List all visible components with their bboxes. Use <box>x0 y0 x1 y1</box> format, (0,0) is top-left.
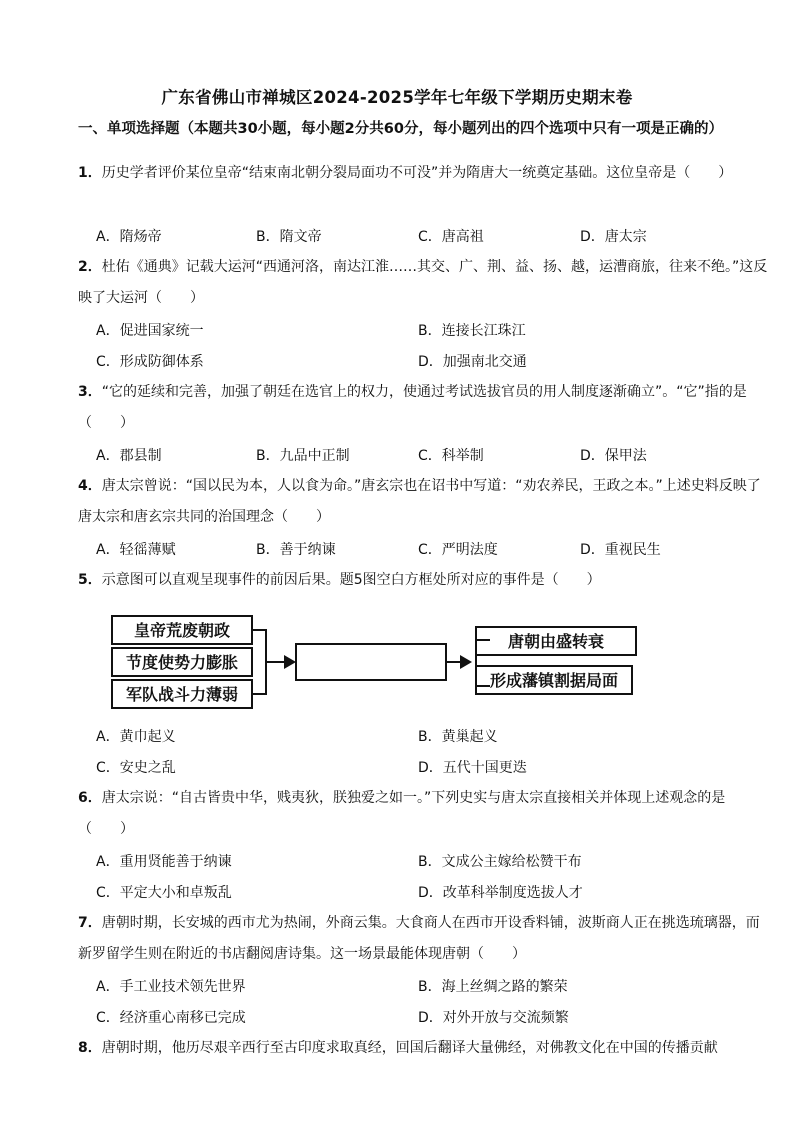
question-1 <box>78 158 768 189</box>
option-b: B．连接长江珠江 <box>418 323 526 339</box>
option-b: B．九品中正制 <box>256 448 350 464</box>
option-c: C．平定大小和卓叛乱 <box>96 885 232 901</box>
cause-label-3: 军队战斗力薄弱 <box>125 685 239 704</box>
question-stem: 示意图可以直观呈现事件的前因后果。题5图空白方框处所对应的事件是（ ） <box>101 572 601 588</box>
option-d: D．加强南北交通 <box>418 354 527 370</box>
question-stem: 历史学者评价某位皇帝“结束南北朝分裂局面功不可没”并为隋唐大一统奠定基础。这位皇帝是（ ） <box>101 165 733 181</box>
option-d: D．保甲法 <box>580 448 647 464</box>
question-number: 3． <box>78 384 102 400</box>
effect-bracket <box>476 640 490 686</box>
option-a: A．手工业技术领先世界 <box>96 979 246 995</box>
cause-bracket <box>252 630 266 694</box>
question-number: 7． <box>78 915 102 931</box>
option-c: C．经济重心南移已完成 <box>96 1010 246 1026</box>
arrow-head-1 <box>284 655 296 669</box>
option-a: A．郡县制 <box>96 448 162 464</box>
cause-label-1: 皇帝荒废朝政 <box>133 621 231 640</box>
option-c: C．安史之乱 <box>96 760 176 776</box>
question-stem: 唐太宗曾说：“国以民为本，人以食为命。”唐玄宗也在诏书中写道：“劝农养民，王政之本。”上述史料反映了唐太宗和唐玄宗共同的治国理念（ ） <box>78 478 761 525</box>
question-4 <box>78 471 768 533</box>
question-stem: 杜佑《通典》记载大运河“西通河洛，南达江淮……其交、广、荆、益、扬、越，运漕商旅，往来不绝。”这反映了大运河（ ） <box>78 259 768 306</box>
question-number: 1． <box>78 165 102 181</box>
question-stem: 唐朝时期，他历尽艰辛西行至古印度求取真经，回国后翻译大量佛经，对佛教文化在中国的传播贡献 <box>101 1040 718 1056</box>
option-a: A．隋炀帝 <box>96 229 162 245</box>
option-d: D．对外开放与交流频繁 <box>418 1010 569 1026</box>
question-number: 2． <box>78 259 102 275</box>
option-c: C．严明法度 <box>418 542 498 558</box>
option-b: B．善于纳谏 <box>256 542 336 558</box>
arrow-head-2 <box>460 655 472 669</box>
question-6 <box>78 783 768 845</box>
question-stem: 唐太宗说：“自古皆贵中华，贱夷狄，朕独爱之如一。”下列史实与唐太宗直接相关并体现上述观念的是（ ） <box>78 790 726 837</box>
question-stem: 唐朝时期，长安城的西市尤为热闹，外商云集。大食商人在西市开设香料铺，波斯商人正在挑选琉璃器，而新罗留学生则在附近的书店翻阅唐诗集。这一场景最能体现唐朝（ ） <box>78 915 760 962</box>
option-c: C．科举制 <box>418 448 484 464</box>
question-5 <box>78 565 768 596</box>
cause-label-2: 节度使势力膨胀 <box>125 653 239 672</box>
option-b: B．隋文帝 <box>256 229 322 245</box>
section-heading: 一、单项选择题（本题共30小题，每小题2分共60分，每小题列出的四个选项中只有一项是正确的） <box>78 121 723 137</box>
option-d: D．重视民生 <box>580 542 661 558</box>
question-number: 8． <box>78 1040 102 1056</box>
question-number: 5． <box>78 572 102 588</box>
option-b: B．海上丝绸之路的繁荣 <box>418 979 568 995</box>
option-d: D．改革科举制度选拔人才 <box>418 885 583 901</box>
question-7 <box>78 908 768 970</box>
option-c: C．形成防御体系 <box>96 354 204 370</box>
blank-event-box <box>296 644 446 680</box>
effect-label-2: 形成藩镇割据局面 <box>489 671 619 690</box>
option-b: B．黄巢起义 <box>418 729 498 745</box>
question-2 <box>78 252 768 314</box>
question-number: 4． <box>78 478 102 494</box>
option-a: A．轻徭薄赋 <box>96 542 176 558</box>
option-c: C．唐高祖 <box>418 229 484 245</box>
option-b: B．文成公主嫁给松赞干布 <box>418 854 582 870</box>
option-d: D．唐太宗 <box>580 229 647 245</box>
question-3 <box>78 377 768 439</box>
option-a: A．促进国家统一 <box>96 323 204 339</box>
question-8 <box>78 1033 768 1064</box>
option-d: D．五代十国更迭 <box>418 760 527 776</box>
option-a: A．黄巾起义 <box>96 729 176 745</box>
diagram-svg <box>100 602 660 714</box>
option-a: A．重用贤能善于纳谏 <box>96 854 232 870</box>
question-number: 6． <box>78 790 102 806</box>
cause-effect-diagram <box>100 602 660 714</box>
effect-label-1: 唐朝由盛转衰 <box>507 632 605 651</box>
page-title: 广东省佛山市禅城区2024-2025学年七年级下学期历史期末卷 <box>161 88 633 107</box>
question-stem: “它的延续和完善，加强了朝廷在选官上的权力，使通过考试选拔官员的用人制度逐渐确立”。“它”指的是（ ） <box>78 384 747 431</box>
